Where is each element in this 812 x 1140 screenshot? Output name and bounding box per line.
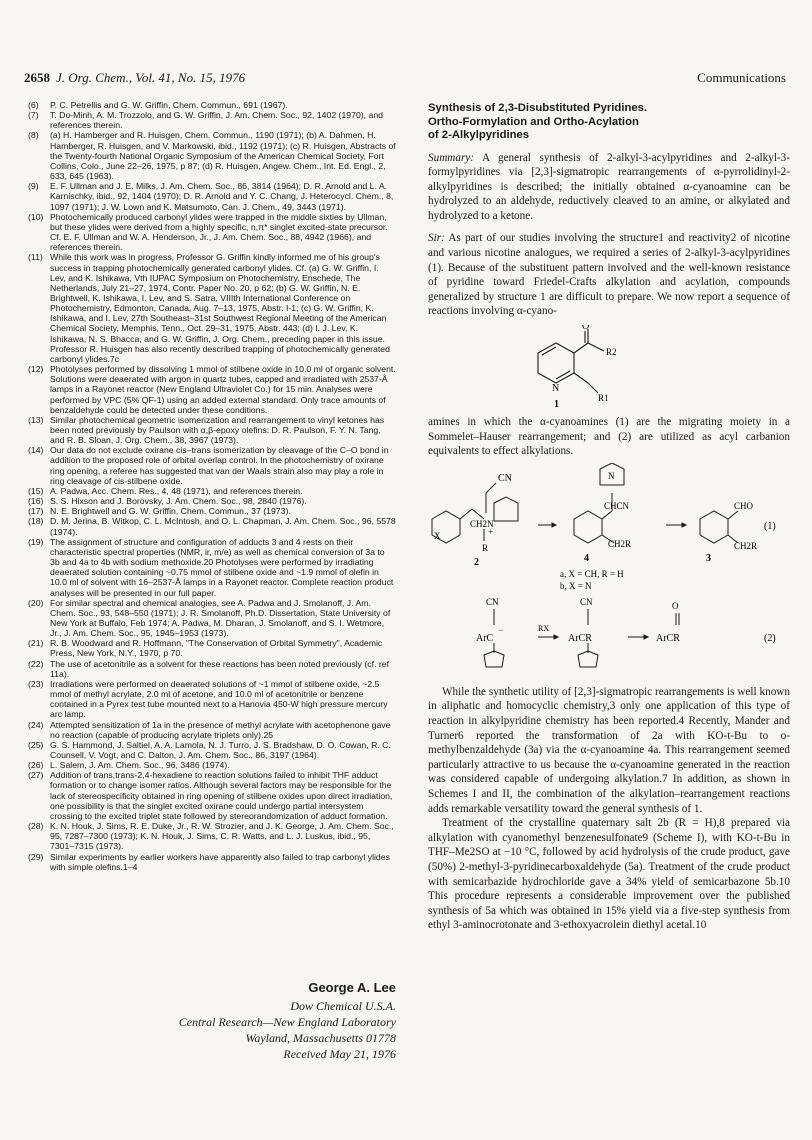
reference-number: (28) [28,821,44,832]
r1-label: R1 [598,393,609,404]
page-header [24,70,786,90]
received-date: Received May 21, 1976 [283,1047,396,1061]
equation-number: (1) [764,520,776,532]
pyrrolidine-n-label: N [608,470,615,481]
scheme-1-drawing [428,463,790,593]
summary-label: Summary: [428,151,474,164]
reference-item [28,415,396,445]
sir-label: Sir: [428,232,445,245]
reference-number: (23) [28,678,44,689]
reference-item [28,516,396,536]
reference-number: (17) [28,506,44,517]
reference-number: (15) [28,485,44,496]
reference-item [28,212,396,253]
reference-item [28,100,396,110]
reference-item [28,252,396,364]
r2-label: R2 [606,347,617,358]
header-left [24,70,245,86]
reference-number: (18) [28,516,44,527]
chcn-label: CHCN [604,500,630,511]
compound-number: 2 [474,556,479,568]
reference-text: K. N. Houk, J. Sims, R. E. Duke, Jr., R. W. Strozier, and J. K. George, J. Am. Chem. Soc., 95, 7287–7300 (1973); K. N. Houk, J. Sims, C. R. Watts, and L. J. Luskus, ibid., 95, 7301–7315 (1973). [50,821,394,852]
affiliation-lab: Central Research—New England Laboratory [178,1015,396,1029]
reference-text: A. Padwa, Acc. Chem. Res., 4, 48 (1971), and references therein. [50,485,303,496]
reference-text: Photolyses performed by dissolving 1 mmol of stilbene oxide in 10.0 ml of organic solvent. Solutions were deaerated with argon in quartz tubes, capped and irradiated with 2537-Å lamps in a Rayonet reactor (New England Ultraviolet Co.) for 15 min. Analyses were performed by VPC (5% QF-1) using an added external standard. Only trace amounts of benzaldehyde could be detected under these conditions. [50,364,396,415]
reference-number: (25) [28,739,44,750]
reference-text: L. Salem, J. Am. Chem. Soc., 96, 3486 (1974). [50,760,230,771]
scheme-2-drawing [428,593,790,677]
reference-item [28,740,396,760]
paragraph: Treatment of the crystalline quaternary salt 2b (R = H),8 prepared via alkylation with cyanomethyl benzenesulfonate9 (Scheme I), with KO-t-Bu in THF–Me2SO at −10 °C, followed by acid hydrolysis of the crude product, gave (50%) 2-methyl-3-pyridinecarboxaldehyde (5a). Treatment of the crude product with semicarbazide hydrochloride gave a 34% yield of semicarbazone 5b.10 This procedure represents a considerable improvement over the published synthesis of 5a which was obtained in 15% yield via a five-step synthesis from ethyl 3-aminocrotonate and 3-ethoxyacrolein diethyl acetal.10 [428,817,790,932]
reference-item [28,821,396,851]
reference-text: Addition of trans,trans-2,4-hexadiene to reaction solutions failed to inhibit THF adduct formation or to change isomer ratios. Although several factors may be responsible for the lack of stereospecificity obtained in ring opening of stilbene oxides upon direct irradiation, one possibility is that the singlet excited oxirane could undergo partial intersystem crossing to the excited triplet state followed by stereorandomization of adduct formation. [50,770,393,821]
reference-text: T. Do-Minh, A. M. Trozzolo, and G. W. Griffin, J. Am. Chem. Soc., 92, 1402 (1970), and references therein. [50,110,383,131]
reference-item [28,445,396,486]
cn-label: CN [486,596,499,607]
reference-item [28,496,396,506]
reference-text: G. S. Hammond, J. Saltiel, A. A. Lamola, N. J. Turro, J. S. Bradshaw, D. O. Cowan, R. C. Counsell, V. Vogt, and C. Dalton, J. Am. Chem. Soc., 86, 3197 (1964). [50,739,391,760]
article-title [428,102,790,143]
reference-number: (22) [28,658,44,669]
reference-text: Photochemically produced carbonyl ylides were trapped in the middle sixties by Ullman, but these ylides were derived from a highly specific, n,π* singlet excited-state precursor. Cf. E. F. Ullman and W. A. Henderson, Jr., J. Am. Chem. Soc., 88, 4942 (1966), and references therein. [50,211,388,253]
title-line: of 2-Alkylpyridines [428,129,530,141]
reference-number: (29) [28,851,44,862]
reference-text: For similar spectral and chemical analogies, see A. Padwa and J. Smolanoff, J. Am. Chem. Soc., 93, 548–550 (1971); J. R. Smolanoff, Ph.D. Dissertation, State University of New York at Buffalo, Feb 1974; A. Padwa, M. Dharan, J. Smolanoff, and S. I. Wetmore, Jr., J. Am. Chem. Soc., 95, 1945–1953 (1973). [50,597,391,639]
definition-a: a, X = CH, R = H [560,568,624,579]
reference-number: (14) [28,445,44,456]
acyl-bond [574,343,588,353]
ch2r-label: CH2R [608,538,632,549]
cho-label: CHO [734,500,754,511]
summary [428,151,790,224]
paragraph: amines in which the α-cyanoamines (1) are the migrating moiety in a Sommelet–Hauser rearrangement; and (2) are utilized as acyl carbanion equivalents to effect alkylations. [428,416,790,458]
rx-reagent: RX [538,623,550,633]
oxygen-label: O [582,325,590,333]
reference-item [28,852,396,872]
reference-number: (26) [28,760,44,771]
reference-number: (9) [28,181,39,192]
plus-charge: + [488,526,494,537]
reference-item [28,720,396,740]
ketone-label: ArCR [656,632,680,644]
reference-number: (16) [28,496,44,507]
reference-number: (21) [28,638,44,649]
reference-text: S. S. Hixson and J. Borovsky, J. Am. Chem. Soc., 98, 2840 (1976). [50,496,307,507]
reference-item [28,506,396,516]
reference-text: D. M. Jerina, B. Witkop, C. L. McIntosh, and O. L. Chapman, J. Am. Chem. Soc., 96, 5578 (1974). [50,516,396,537]
nitrogen-label: N [552,383,560,395]
reference-text: P. C. Petrellis and G. W. Griffin, Chem. Commun., 691 (1967). [50,100,288,110]
author-name: George A. Lee [308,980,396,995]
ch2r-label: CH2R [734,540,758,551]
structure-1-figure [428,325,790,409]
reference-text: E. F. Ullman and J. E. Milks, J. Am. Chem. Soc., 86, 3814 (1964); D. R. Arnold and L. A. Karnischky, ibid., 92, 1404 (1970); D. R. Arnold and Y. C. Chang, J. Heterocycl. Chem., 8, 1097 (1971); J. W. Lown and K. Matsumoto, Can. J. Chem., 49, 3443 (1971). [50,181,394,212]
reference-item [28,181,396,211]
quaternary-n-label: CH2N [470,518,494,529]
reference-text: Similar experiments by earlier workers have apparently also failed to trap carbonyl ylides with simple olefins.1–4 [50,851,390,872]
cn-label: CN [498,472,512,484]
reference-item [28,486,396,496]
reference-item [28,598,396,639]
reference-item [28,364,396,415]
reference-item [28,770,396,821]
author-signature [28,980,396,1062]
reference-number: (27) [28,770,44,781]
oxygen-label: O [672,600,679,611]
paragraph-text: As part of our studies involving the structure1 and reactivity2 of nicotine and various nicotine analogues, we required a series of 2-alkyl-3-acylpyridines (1). Because of the substituent pattern involved and the well-known resistance of pyridine toward Friedel-Crafts alkylation and acylation, compounds generalized by structure 1 are difficult to prepare. We now report a sequence of reactions involving α-cyano- [428,232,790,318]
reference-number: (19) [28,536,44,547]
reference-text: Attempted sensitization of 1a in the presence of methyl acrylate with acetophenone gave no reaction (capable of producing acrylate triplets only).25 [50,719,391,740]
reference-text: Irradiations were performed on deaerated solutions of ~1 mmol of stilbene oxide, ~2.5 mmol of methyl acrylate, 2.0 ml of acetone, and 10.0 ml of acetonitrile or benzene contained in a Pyrex test tube mounted next to a Hanovia 450-W high pressure mercury arc lamp. [50,678,388,720]
reference-number: (24) [28,719,44,730]
compound-number: 1 [554,399,559,410]
reference-item [28,130,396,181]
minus-charge: − [498,624,504,635]
references-column [28,100,396,872]
paragraph [428,231,790,319]
title-line: Ortho-Formylation and Ortho-Acylation [428,115,639,128]
reference-text: The use of acetonitrile as a solvent for these reactions has been noted previously (cf. ref 11a). [50,658,389,679]
arc-label: ArC [476,632,494,644]
affiliation-location: Wayland, Massachusetts 01778 [245,1031,396,1045]
compound-number: 4 [584,552,589,564]
page-number: 2658 [24,70,50,85]
reference-text: R. B. Woodward and R. Hoffmann, "The Conservation of Orbital Symmetry", Academic Press, New York, N.Y., 1970, p 70. [50,638,383,659]
reference-item [28,679,396,720]
summary-text: A general synthesis of 2-alkyl-3-acylpyridines and 2-alkyl-3-formylpyridines via [2,3]-sigmatropic rearrangements of α-pyrrolidinyl-2-alkylpyridines is described; the initially obtained α-cyanoamine can be hydrolyzed to an aldehyde, reductively cleaved to an amine, or alkylated and hydrolyzed to a ketone. [428,151,790,222]
definition-b: b, X = N [560,580,592,591]
section-name: Communications [697,70,786,85]
reference-number: (13) [28,414,44,425]
reference-text: While this work was in progress, Professor G. Griffin kindly informed me of his group's success in trapping photochemically generated carbonyl ylides. Cf. (a) G. W. Griffin, I. Lev, and K. Ishikawa, Vth IUPAC Symposium on Photochemistry, Enschede, The Netherlands, July 21–27, 1974, Contr. Paper No. 20, p 62; (b) G. W. Griffin, N. E. Brightwell, K. Ishikawa, I. Lev, and S. Satra, VIIIth International Conference on Photochemistry, Edmonton, Canada, Aug. 7–13, 1975, Abstr. I-1; (c) G. W. Griffin, K. Ishikawa, and I. Lev, 27th Southeast–31st Southwest Regional Meeting of the American Chemical Society, Memphis, Tenn., Oct. 29–31, 1975, Abstr. 443; (d) I. J. Lev, K. Ishikawa, N. S. Bhacca, and G. W. Griffin, J. Org. Chem., preceding paper in this issue. Professor R. Huisgen has also recently described trapping of photochemically generated carbonyl ylides.7c [50,252,390,364]
reference-text: (a) H. Hamberger and R. Huisgen, Chem. Commun., 1190 (1971); (b) A. Dahmen, H. Hamberger, R. Huisgen, and V. Markowski, ibid., 1192 (1971); (c) R. Huisgen, Abstracts of the Twenty-fourth National Organic Symposium of the American Chemical Society, Fort Collins, Colo., June 22–26, 1975, p 87; (d) R. Huisgen, Angew. Chem., Int. Ed. Engl., 2, 633, 645 (1963). [50,130,396,182]
reference-item [28,110,396,130]
reference-text: Our data do not exclude oxirane cis–trans isomerization by cleavage of the C–O bond in addition to the proposed role of orbital overlap control. In the photochemistry of oxirane ring opening, a referee has suggested that van der Waals strain also may play a role in ring cleavage of cis-stilbene oxide. [50,445,389,486]
paragraph: While the synthetic utility of [2,3]-sigmatropic rearrangements is well known in aliphatic and homocyclic chemistry,3 only one application of this type of reaction in alkylpyridine chemistry has been reported.4 Recently, Mander and Turner6 reported the transformation of 2a with KO-t-Bu to o-methylbenzaldehyde (3a) via the α-cyanoamine 4a. This rearrangement seemed particularly attractive to us because the α-cyanoamine generated in the reaction was considered capable of undergoing alkylation.7 In addition, as shown in Schemes I and II, the combination of the alkylation–rearrangement reactions adds remarkable versatility toward the general synthesis of 1. [428,685,790,815]
pyridine-ring [538,343,574,383]
reference-number: (11) [28,252,43,263]
reference-number: (10) [28,211,44,222]
r-label: R [482,542,489,553]
reference-item [28,638,396,658]
reference-item [28,659,396,679]
cn-label: CN [580,596,593,607]
scheme-2 [428,593,790,677]
reference-number: (20) [28,597,44,608]
reference-number: (8) [28,130,39,141]
scheme-1 [428,463,790,593]
compound-number: 3 [706,552,711,564]
reference-item [28,760,396,770]
reference-item [28,537,396,598]
reference-number: (12) [28,364,44,375]
reference-number: (7) [28,110,39,121]
article-column [428,100,790,933]
reference-text: Similar photochemical geometric isomerization and rearrangement to vinyl ketones has been noted previously by Paulson with α,β-epoxy olefins: D. R. Paulson, F. Y. N. Tang, and R. B. Sloan, J. Org. Chem., 38, 3967 (1973). [50,414,385,446]
journal-citation: J. Org. Chem., Vol. 41, No. 15, 1976 [56,70,246,85]
arcr-label: ArCR [568,632,592,644]
title-line: Synthesis of 2,3-Disubstituted Pyridines. [428,102,648,114]
x-label: X [434,530,441,541]
equation-number: (2) [764,632,776,644]
affiliation-company: Dow Chemical U.S.A. [290,999,396,1013]
reference-text: The assignment of structure and configuration of adducts 3 and 4 rests on their characteristic spectral properties (NMR, ir, m/e) as well as chemical conversion of 3a to 3b and 4a to 4b with sodium methoxide.20 Photolyses were performed by irradiating deaerated solution containing ~0.75 mmol of stilbene oxide and ~1.9 mmol of olefin in 10.0 ml of solvent with 16–2537-Å lamps in a Rayonet reactor. Complete reaction product analyses will be presented in our full paper. [50,536,394,598]
reference-number: (6) [28,100,39,110]
reference-text: N. E. Brightwell and G. W. Griffin, Chem. Commun., 37 (1973). [50,506,291,517]
structure-1-drawing [428,325,790,409]
